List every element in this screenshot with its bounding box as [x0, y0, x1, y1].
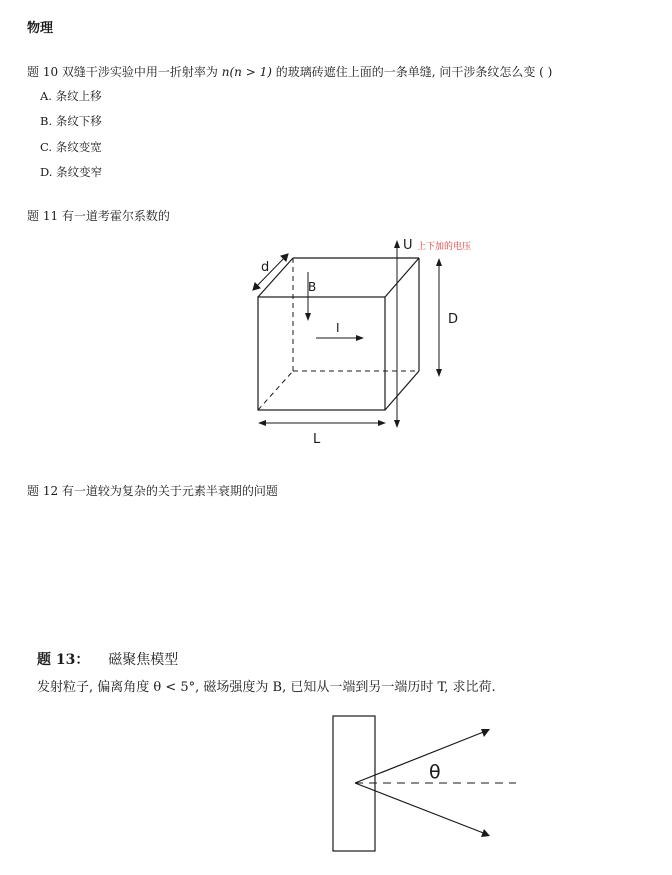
- b-arrowhead: [305, 313, 311, 321]
- question-12-label: 题 12: [27, 484, 59, 498]
- question-10-math: n(n > 1): [221, 65, 272, 79]
- d-height-arrowhead-top: [436, 258, 442, 266]
- question-10-text-before: 双缝干涉实验中用一折射率为: [61, 65, 218, 79]
- question-11-text: 有一道考霍尔系数的: [61, 209, 170, 223]
- label-theta: θ: [429, 761, 441, 783]
- question-13-label: 题 13：: [37, 652, 90, 668]
- question-11-label: 题 11: [27, 209, 59, 223]
- question-12-text: 有一道较为复杂的关于元素半衰期的问题: [61, 484, 278, 498]
- l-arrowhead-right: [378, 420, 386, 426]
- question-10-text-after: 的玻璃砖遮住上面的一条单缝, 问干涉条纹怎么变 ( ): [275, 65, 553, 79]
- box-hidden-diagonal-edge: [258, 371, 293, 410]
- question-12: [27, 482, 278, 499]
- option-d: D. 条纹变窄: [40, 165, 103, 179]
- current-arrowhead: [356, 335, 364, 341]
- d-height-arrowhead-bottom: [436, 369, 442, 377]
- subject-heading: 物理: [27, 21, 54, 36]
- label-b: B: [308, 280, 317, 294]
- voltage-arrowhead-bottom: [394, 420, 400, 428]
- box-edge-bottom-right: [385, 371, 419, 410]
- option-b: B. 条纹下移: [40, 114, 102, 128]
- option-c: C. 条纹变宽: [40, 140, 102, 154]
- question-13-body: 发射粒子, 偏离角度 θ < 5°, 磁场强度为 B, 已知从一端到另一端历时 T, 求比荷.: [37, 680, 496, 695]
- question-13-heading: [37, 649, 178, 669]
- voltage-arrowhead-top: [394, 240, 400, 248]
- option-a: A. 条纹上移: [40, 89, 102, 103]
- box-front-face: [258, 297, 385, 410]
- voltage-note: 上下加的电压: [417, 242, 472, 252]
- box-edge-top-right: [385, 258, 419, 297]
- label-d-height: D: [448, 312, 459, 327]
- l-arrowhead-left: [258, 420, 266, 426]
- d-dimension-arrow: [253, 254, 288, 290]
- source-block: [333, 716, 375, 851]
- label-u: U: [403, 238, 413, 253]
- label-i: I: [336, 321, 340, 335]
- label-d: d: [261, 260, 270, 275]
- question-10-label: 题 10: [27, 65, 59, 79]
- label-l: L: [313, 432, 321, 447]
- question-13-title: 磁聚焦模型: [108, 652, 179, 668]
